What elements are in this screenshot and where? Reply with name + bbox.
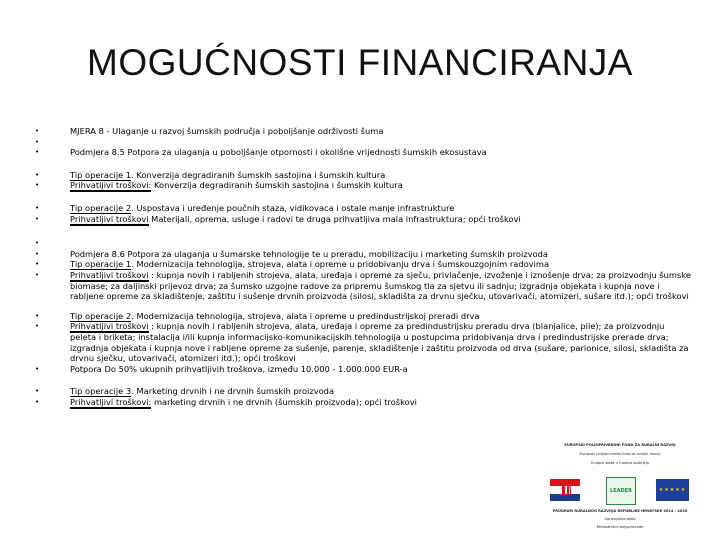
tip-1-costs-text: Konverzija degradiranih šumskih sastojina i šumskih kultura: [151, 180, 403, 191]
bullet: •: [35, 270, 40, 279]
list-item: [32, 170, 692, 181]
list-item: [32, 321, 692, 363]
p86-tip-3-costs-text: marketing drvnih i ne drvnih (šumskih proizvoda); opći troškovi: [151, 396, 417, 407]
bullet: •: [35, 387, 40, 396]
p86-tip-2-costs-text: : kupnja novih i rabljenih strojeva, alata, uređaja i opreme za predindustrijsku preradu drva (blanjalice, pile); za proizvodnju peleta i briketa; instalacija i/ili kupnja informacijsko-komunikacijskih tehnologija u postupcima pridobivanja drva i predindustrijske prerade drva; izgradnja objekata i kupnja nove i rabljene opreme za sušenje, parenje, skladištenje i zaštitu proizvoda od drva (sušare, parionice, silosi, skladišta za drvnu sječku, utovarivači, atomizeri itd.); opći troškovi: [70, 321, 689, 364]
bullet: •: [35, 181, 40, 190]
podmjera-8-5-text: Podmjera 8.5 Potpora za ulaganja u poboljšanje otpornosti i okolišne vrijednosti šumskih ekosustava: [70, 147, 487, 158]
logo-line-1: EUROPSKI POLJOPRIVREDNI FOND ZA RURALNI RAZVOJ: [564, 443, 676, 447]
bullet: •: [35, 311, 40, 320]
list-item: [32, 249, 692, 260]
slide-body: [32, 126, 692, 407]
list-item: [32, 397, 692, 408]
bullet: •: [35, 397, 40, 406]
bullet: •: [35, 239, 40, 248]
p86-tip-2-text: . Modernizacija tehnologija, strojeva, alata i opreme u predindustrijskoj preradi drva: [131, 310, 480, 321]
p86-tip-3-text: . Marketing drvnih i ne drvnih šumskih proizvoda: [131, 386, 335, 397]
list-item: [32, 180, 692, 191]
logo-line-6: Ministarstvo poljoprivrede: [596, 525, 644, 529]
bullet: •: [35, 260, 40, 269]
slide-title: MOGUĆNOSTI FINANCIRANJA: [87, 42, 633, 83]
list-item-empty: [32, 137, 692, 148]
list-item: [32, 311, 692, 322]
p86-tip-2-label: Tip operacije 2: [70, 310, 132, 321]
bullet: •: [35, 148, 40, 157]
list-item: [32, 203, 692, 214]
bullet: •: [35, 322, 40, 331]
p86-tip-2-costs-label: Prihvatljivi troškovi: [70, 321, 149, 332]
bullet: •: [35, 127, 40, 135]
croatia-coat-of-arms-icon: [562, 485, 571, 495]
list-item: [32, 147, 692, 158]
p86-tip-1-costs-label: Prihvatljivi troškovi: [70, 269, 149, 280]
tip-1-text: . Konverzija degradiranih šumskih sastojina i šumskih kultura: [131, 169, 386, 180]
bullet: •: [35, 203, 40, 212]
logo-line-5: Upravljačko tijelo: [604, 517, 636, 521]
list-item: [32, 386, 692, 397]
tip-2-text: . Uspostava i uređenje poučnih staza, vidikovaca i ostale manje infrastrukture: [131, 202, 455, 213]
tip-2-costs-text: Materijali, oprema, usluge i radovi te druga prihvatljiva mala infrastruktura; opći troškovi: [148, 213, 521, 224]
podmjera-8-6-text: Podmjera 8.6 Potpora za ulaganja u šumarske tehnologije te u preradu, mobilizaciju i marketing šumskih proizvoda: [70, 248, 549, 259]
tip-1-label: Tip operacije 1: [70, 169, 132, 180]
p86-tip-3-costs-label: Prihvatljivi troškovi:: [70, 396, 152, 407]
potpora-text: Potpora Do 50% ukupnih prihvatljivih troškova, između 10.000 - 1.000.000 EUR-a: [70, 363, 408, 374]
logo-line-3: Europa ulaže u ruralna područja: [591, 461, 649, 465]
logo-line-2: Europski poljoprivredni fond za ruralni razvoj: [579, 452, 661, 456]
tip-2-label: Tip operacije 2: [70, 202, 132, 213]
list-item: [32, 364, 692, 375]
list-item: [32, 259, 692, 270]
p86-tip-3-label: Tip operacije 3: [70, 386, 132, 397]
tip-2-costs-label: Prihvatljivi troškovi: [70, 213, 149, 224]
eu-funding-logo: [540, 441, 700, 533]
p86-tip-1-text: . Modernizacija tehnologija, strojeva, alata i opreme u pridobivanju drva i šumskouzgojnim radovima: [131, 259, 550, 270]
bullet: •: [35, 214, 40, 223]
list-item: [32, 126, 692, 137]
bullet: •: [35, 364, 40, 373]
mjera-8-text: MJERA 8 - Ulaganje u razvoj šumskih područja i poboljšanje održivosti šuma: [70, 126, 384, 136]
list-item: [32, 214, 692, 225]
list-item: [32, 270, 692, 302]
bullet: •: [35, 137, 40, 146]
bullet: •: [35, 249, 40, 258]
leader-logo-icon: LEADER: [606, 477, 636, 505]
p86-tip-1-label: Tip operacije 1: [70, 259, 132, 270]
eu-flag-icon: ★★★★★: [656, 479, 689, 501]
list-item-empty: [32, 238, 692, 249]
bullet: •: [35, 170, 40, 179]
logo-line-4: PROGRAM RURALNOG RAZVOJA REPUBLIKE HRVATSKE 2014 - 2020: [552, 509, 688, 513]
p86-tip-1-costs-text: : kupnja novih i rabljenih strojeva, alata, uređaja i opreme za sječu, privlačenje, izvoženje i iznošenje drva; za proizvodnju šumske biomase; za daljinski prijevoz drva; za šumsko uzgojne radove za pripremu šumskog tla za sjetvu ili sadnju; izgradnja objekata i kupnja nove i rabljene opreme za skladištenje, zaštitu i sušenje drvnih proizvoda (silosi, skladišta za drvnu sječku, utovarivači, atomizeri, sušare itd.); opći troškovi: [70, 269, 691, 302]
tip-1-costs-label: Prihvatljivi troškovi:: [70, 180, 152, 191]
